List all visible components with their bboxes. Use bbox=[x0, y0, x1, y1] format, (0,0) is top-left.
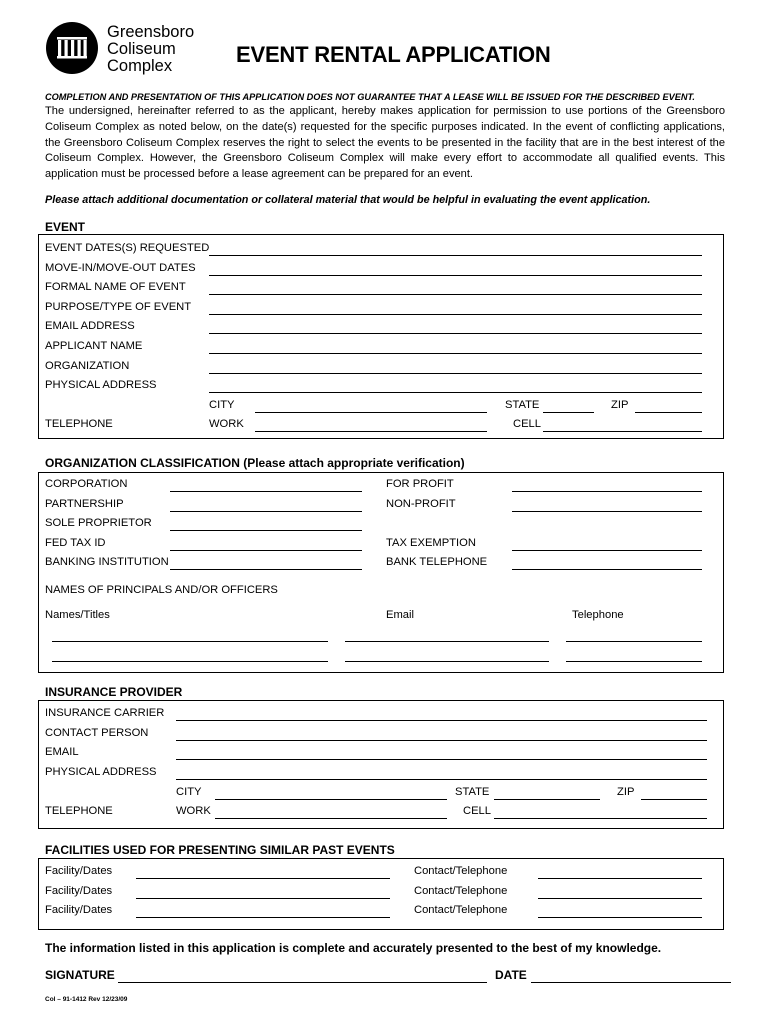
insurance-cell-label: CELL bbox=[463, 805, 491, 817]
formal-name-label: FORMAL NAME OF EVENT bbox=[45, 281, 186, 293]
facility-dates-label: Facility/Dates bbox=[45, 904, 113, 916]
insurance-work-label: WORK bbox=[176, 805, 211, 817]
telephone-header: Telephone bbox=[572, 609, 624, 621]
event-dates-label: EVENT DATES(S) REQUESTED bbox=[45, 242, 210, 254]
event-section-title: EVENT bbox=[45, 220, 86, 234]
principal-name-field[interactable] bbox=[52, 661, 328, 662]
email-address-field[interactable] bbox=[209, 333, 702, 334]
facility-dates-field[interactable] bbox=[136, 917, 390, 918]
contact-person-field[interactable] bbox=[176, 740, 707, 741]
corporation-label: CORPORATION bbox=[45, 478, 128, 490]
signature-label: SIGNATURE bbox=[45, 968, 115, 982]
for-profit-label: FOR PROFIT bbox=[386, 478, 454, 490]
org-section-box bbox=[38, 472, 724, 673]
cell-phone-field[interactable] bbox=[543, 431, 702, 432]
move-in-out-label: MOVE-IN/MOVE-OUT DATES bbox=[45, 262, 196, 274]
principal-email-field[interactable] bbox=[345, 641, 549, 642]
insurance-email-field[interactable] bbox=[176, 759, 707, 760]
attach-note: Please attach additional documentation or collateral material that would be helpful in evaluating the event application. bbox=[45, 194, 651, 206]
city-label: CITY bbox=[209, 399, 235, 411]
signature-field[interactable] bbox=[118, 982, 487, 983]
cell-label: CELL bbox=[513, 418, 541, 430]
purpose-type-label: PURPOSE/TYPE OF EVENT bbox=[45, 301, 192, 313]
logo-wordmark: Greensboro Coliseum Complex bbox=[107, 23, 195, 75]
insurance-cell-field[interactable] bbox=[494, 818, 707, 819]
facility-dates-field[interactable] bbox=[136, 878, 390, 879]
insurance-work-field[interactable] bbox=[215, 818, 447, 819]
insurance-address-label: PHYSICAL ADDRESS bbox=[45, 766, 157, 778]
state-label: STATE bbox=[505, 399, 540, 411]
disclaimer: COMPLETION AND PRESENTATION OF THIS APPLICATION DOES NOT GUARANTEE THAT A LEASE WILL BE ISSUED FOR THE DESCRIBED EVENT. bbox=[45, 92, 695, 102]
contact-telephone-field[interactable] bbox=[538, 917, 702, 918]
insurance-email-label: EMAIL bbox=[45, 746, 79, 758]
insurance-section-title: INSURANCE PROVIDER bbox=[45, 685, 183, 699]
sole-proprietor-label: SOLE PROPRIETOR bbox=[45, 517, 152, 529]
fed-tax-id-field[interactable] bbox=[170, 550, 362, 551]
revision-code: Col – 91-1412 Rev 12/23/09 bbox=[45, 996, 128, 1003]
zip-field[interactable] bbox=[635, 412, 702, 413]
sole-proprietor-field[interactable] bbox=[170, 530, 362, 531]
fed-tax-id-label: FED TAX ID bbox=[45, 537, 106, 549]
bank-telephone-label: BANK TELEPHONE bbox=[386, 556, 488, 568]
insurance-city-field[interactable] bbox=[215, 799, 447, 800]
bank-telephone-field[interactable] bbox=[512, 569, 702, 570]
non-profit-field[interactable] bbox=[512, 511, 702, 512]
insurance-carrier-field[interactable] bbox=[176, 720, 707, 721]
tax-exemption-field[interactable] bbox=[512, 550, 702, 551]
work-label: WORK bbox=[209, 418, 244, 430]
move-in-out-field[interactable] bbox=[209, 275, 702, 276]
corporation-field[interactable] bbox=[170, 491, 362, 492]
facilities-section-box bbox=[38, 858, 724, 930]
tax-exemption-label: TAX EXEMPTION bbox=[386, 537, 476, 549]
principal-phone-field[interactable] bbox=[566, 641, 702, 642]
principal-phone-field[interactable] bbox=[566, 661, 702, 662]
facility-dates-field[interactable] bbox=[136, 898, 390, 899]
intro-paragraph: The undersigned, hereinafter referred to as the applicant, hereby makes application for permission to use portions of the Greensboro Coliseum Complex as noted below, on the date(s) requested for the specific purposes indicated. In the event of conflicting applications, the Greensboro Coliseum Complex reserves the right to select the events to be presented in the facility that are in the best interest of the Coliseum Complex. However, the Greensboro Coliseum Complex will make every effort to accommodate all qualified events. This application must be processed before a lease agreement can be prepared for an event. bbox=[45, 105, 725, 181]
for-profit-field[interactable] bbox=[512, 491, 702, 492]
insurance-state-field[interactable] bbox=[494, 799, 600, 800]
physical-address-label: PHYSICAL ADDRESS bbox=[45, 379, 157, 391]
state-field[interactable] bbox=[543, 412, 594, 413]
organization-field[interactable] bbox=[209, 373, 702, 374]
telephone-label: TELEPHONE bbox=[45, 418, 113, 430]
contact-telephone-field[interactable] bbox=[538, 898, 702, 899]
insurance-carrier-label: INSURANCE CARRIER bbox=[45, 707, 165, 719]
event-dates-field[interactable] bbox=[209, 255, 702, 256]
insurance-state-label: STATE bbox=[455, 786, 490, 798]
banking-institution-label: BANKING INSTITUTION bbox=[45, 556, 169, 568]
insurance-zip-field[interactable] bbox=[641, 799, 707, 800]
zip-label: ZIP bbox=[611, 399, 629, 411]
facility-dates-label: Facility/Dates bbox=[45, 865, 113, 877]
page-title: EVENT RENTAL APPLICATION bbox=[236, 42, 551, 67]
names-titles-header: Names/Titles bbox=[45, 609, 110, 621]
principals-label: NAMES OF PRINCIPALS AND/OR OFFICERS bbox=[45, 584, 278, 596]
date-field[interactable] bbox=[531, 982, 731, 983]
coliseum-logo-icon bbox=[46, 22, 98, 74]
contact-telephone-label: Contact/Telephone bbox=[414, 865, 508, 877]
city-field[interactable] bbox=[255, 412, 487, 413]
insurance-city-label: CITY bbox=[176, 786, 202, 798]
physical-address-field[interactable] bbox=[209, 392, 702, 393]
work-phone-field[interactable] bbox=[255, 431, 487, 432]
principal-name-field[interactable] bbox=[52, 641, 328, 642]
facility-dates-label: Facility/Dates bbox=[45, 885, 113, 897]
non-profit-label: NON-PROFIT bbox=[386, 498, 456, 510]
applicant-name-label: APPLICANT NAME bbox=[45, 340, 143, 352]
facilities-section-title: FACILITIES USED FOR PRESENTING SIMILAR PAST EVENTS bbox=[45, 843, 395, 857]
principal-email-field[interactable] bbox=[345, 661, 549, 662]
banking-institution-field[interactable] bbox=[170, 569, 362, 570]
certification-statement: The information listed in this application is complete and accurately presented to the best of my knowledge. bbox=[45, 941, 662, 955]
date-label: DATE bbox=[495, 968, 527, 982]
partnership-label: PARTNERSHIP bbox=[45, 498, 124, 510]
email-header: Email bbox=[386, 609, 414, 621]
insurance-zip-label: ZIP bbox=[617, 786, 635, 798]
formal-name-field[interactable] bbox=[209, 294, 702, 295]
contact-telephone-label: Contact/Telephone bbox=[414, 904, 508, 916]
applicant-name-field[interactable] bbox=[209, 353, 702, 354]
org-section-title: ORGANIZATION CLASSIFICATION (Please attach appropriate verification) bbox=[45, 456, 465, 470]
insurance-telephone-label: TELEPHONE bbox=[45, 805, 113, 817]
contact-person-label: CONTACT PERSON bbox=[45, 727, 149, 739]
organization-label: ORGANIZATION bbox=[45, 360, 130, 372]
insurance-address-field[interactable] bbox=[176, 779, 707, 780]
partnership-field[interactable] bbox=[170, 511, 362, 512]
contact-telephone-label: Contact/Telephone bbox=[414, 885, 508, 897]
purpose-type-field[interactable] bbox=[209, 314, 702, 315]
contact-telephone-field[interactable] bbox=[538, 878, 702, 879]
email-address-label: EMAIL ADDRESS bbox=[45, 320, 135, 332]
